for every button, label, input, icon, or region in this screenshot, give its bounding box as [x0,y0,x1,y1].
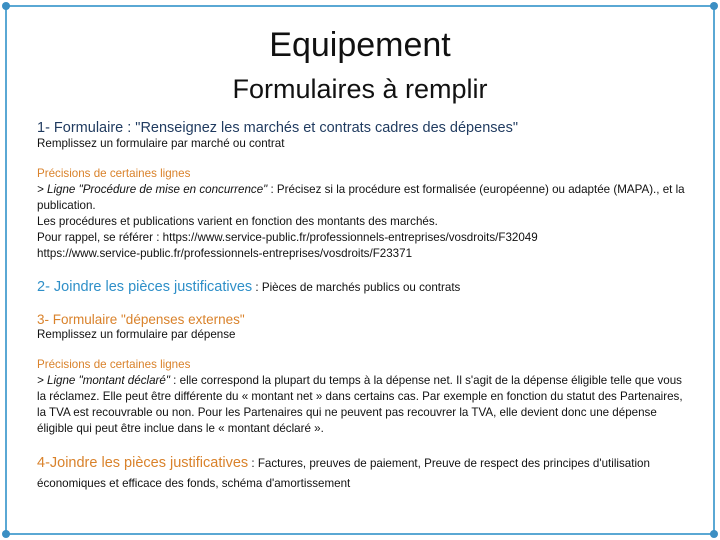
slide-title: Equipement [269,26,451,64]
frame-bottom-border [5,533,715,535]
section1-precisions-title: Précisions de certaines lignes [37,167,191,180]
corner-dot [710,530,718,538]
section3-precision-1 [37,373,692,437]
slide-body [37,120,692,493]
section4-text: : Factures, preuves de paiement, Preuve de respect des principes d'utilisation économiques et efficace des fonds, schéma d'amortissement [37,457,650,490]
section3-precisions-title: Précisions de certaines lignes [37,358,191,371]
slide-subtitle: Formulaires à remplir [232,74,488,104]
section3-precision-1-text: : elle correspond la plupart du temps à la dépense net. Il s'agit de la dépense éligible telle que vous la réclamez. Elle peut être différente du « montant net » dans certains cas. Par exemple en fonction du statut des Partenaires, la TVA est recouvrable ou non. Pour les Partenaires qui ne peuvent pas recouvrer la TVA, elle devient donc une dépense éligible qui peut être inclue dans le « montant déclaré ». [37,374,683,435]
section3-line: Remplissez un formulaire par dépense [37,328,236,341]
section2-heading: 2- Joindre les pièces justificatives [37,279,253,295]
section1-line: Remplissez un formulaire par marché ou contrat [37,137,285,150]
section1-heading: 1- Formulaire : "Renseignez les marchés et contrats cadres des dépenses" [37,120,518,136]
section1-precision-1-text: : Précisez si la procédure est formalisée (européenne) ou adaptée (MAPA)., et la publication. [37,183,685,212]
section2-line [37,278,692,296]
section1-precision-1 [37,182,692,214]
section3-precision-1-label: > Ligne "montant déclaré" [37,374,170,387]
section1-precision-2: Les procédures et publications varient en fonction des montants des marchés. [37,215,438,228]
section1-reference-link-2[interactable]: https://www.service-public.fr/professionnels-entreprises/vosdroits/F23371 [37,247,413,260]
corner-dot [2,2,10,10]
section4-line [37,453,692,493]
section1-reference-link-1[interactable]: Pour rappel, se référer : https://www.service-public.fr/professionnels-entreprises/vosdroits/F32049 [37,231,538,244]
corner-dot [710,2,718,10]
section2-text: : Pièces de marchés publics ou contrats [252,281,461,294]
section1-precision-1-label: > Ligne "Procédure de mise en concurrence" [37,183,268,196]
corner-dot [2,530,10,538]
section3-heading: 3- Formulaire "dépenses externes" [37,312,245,327]
frame-top-border [5,5,715,7]
section4-heading: 4-Joindre les pièces justificatives [37,455,249,471]
